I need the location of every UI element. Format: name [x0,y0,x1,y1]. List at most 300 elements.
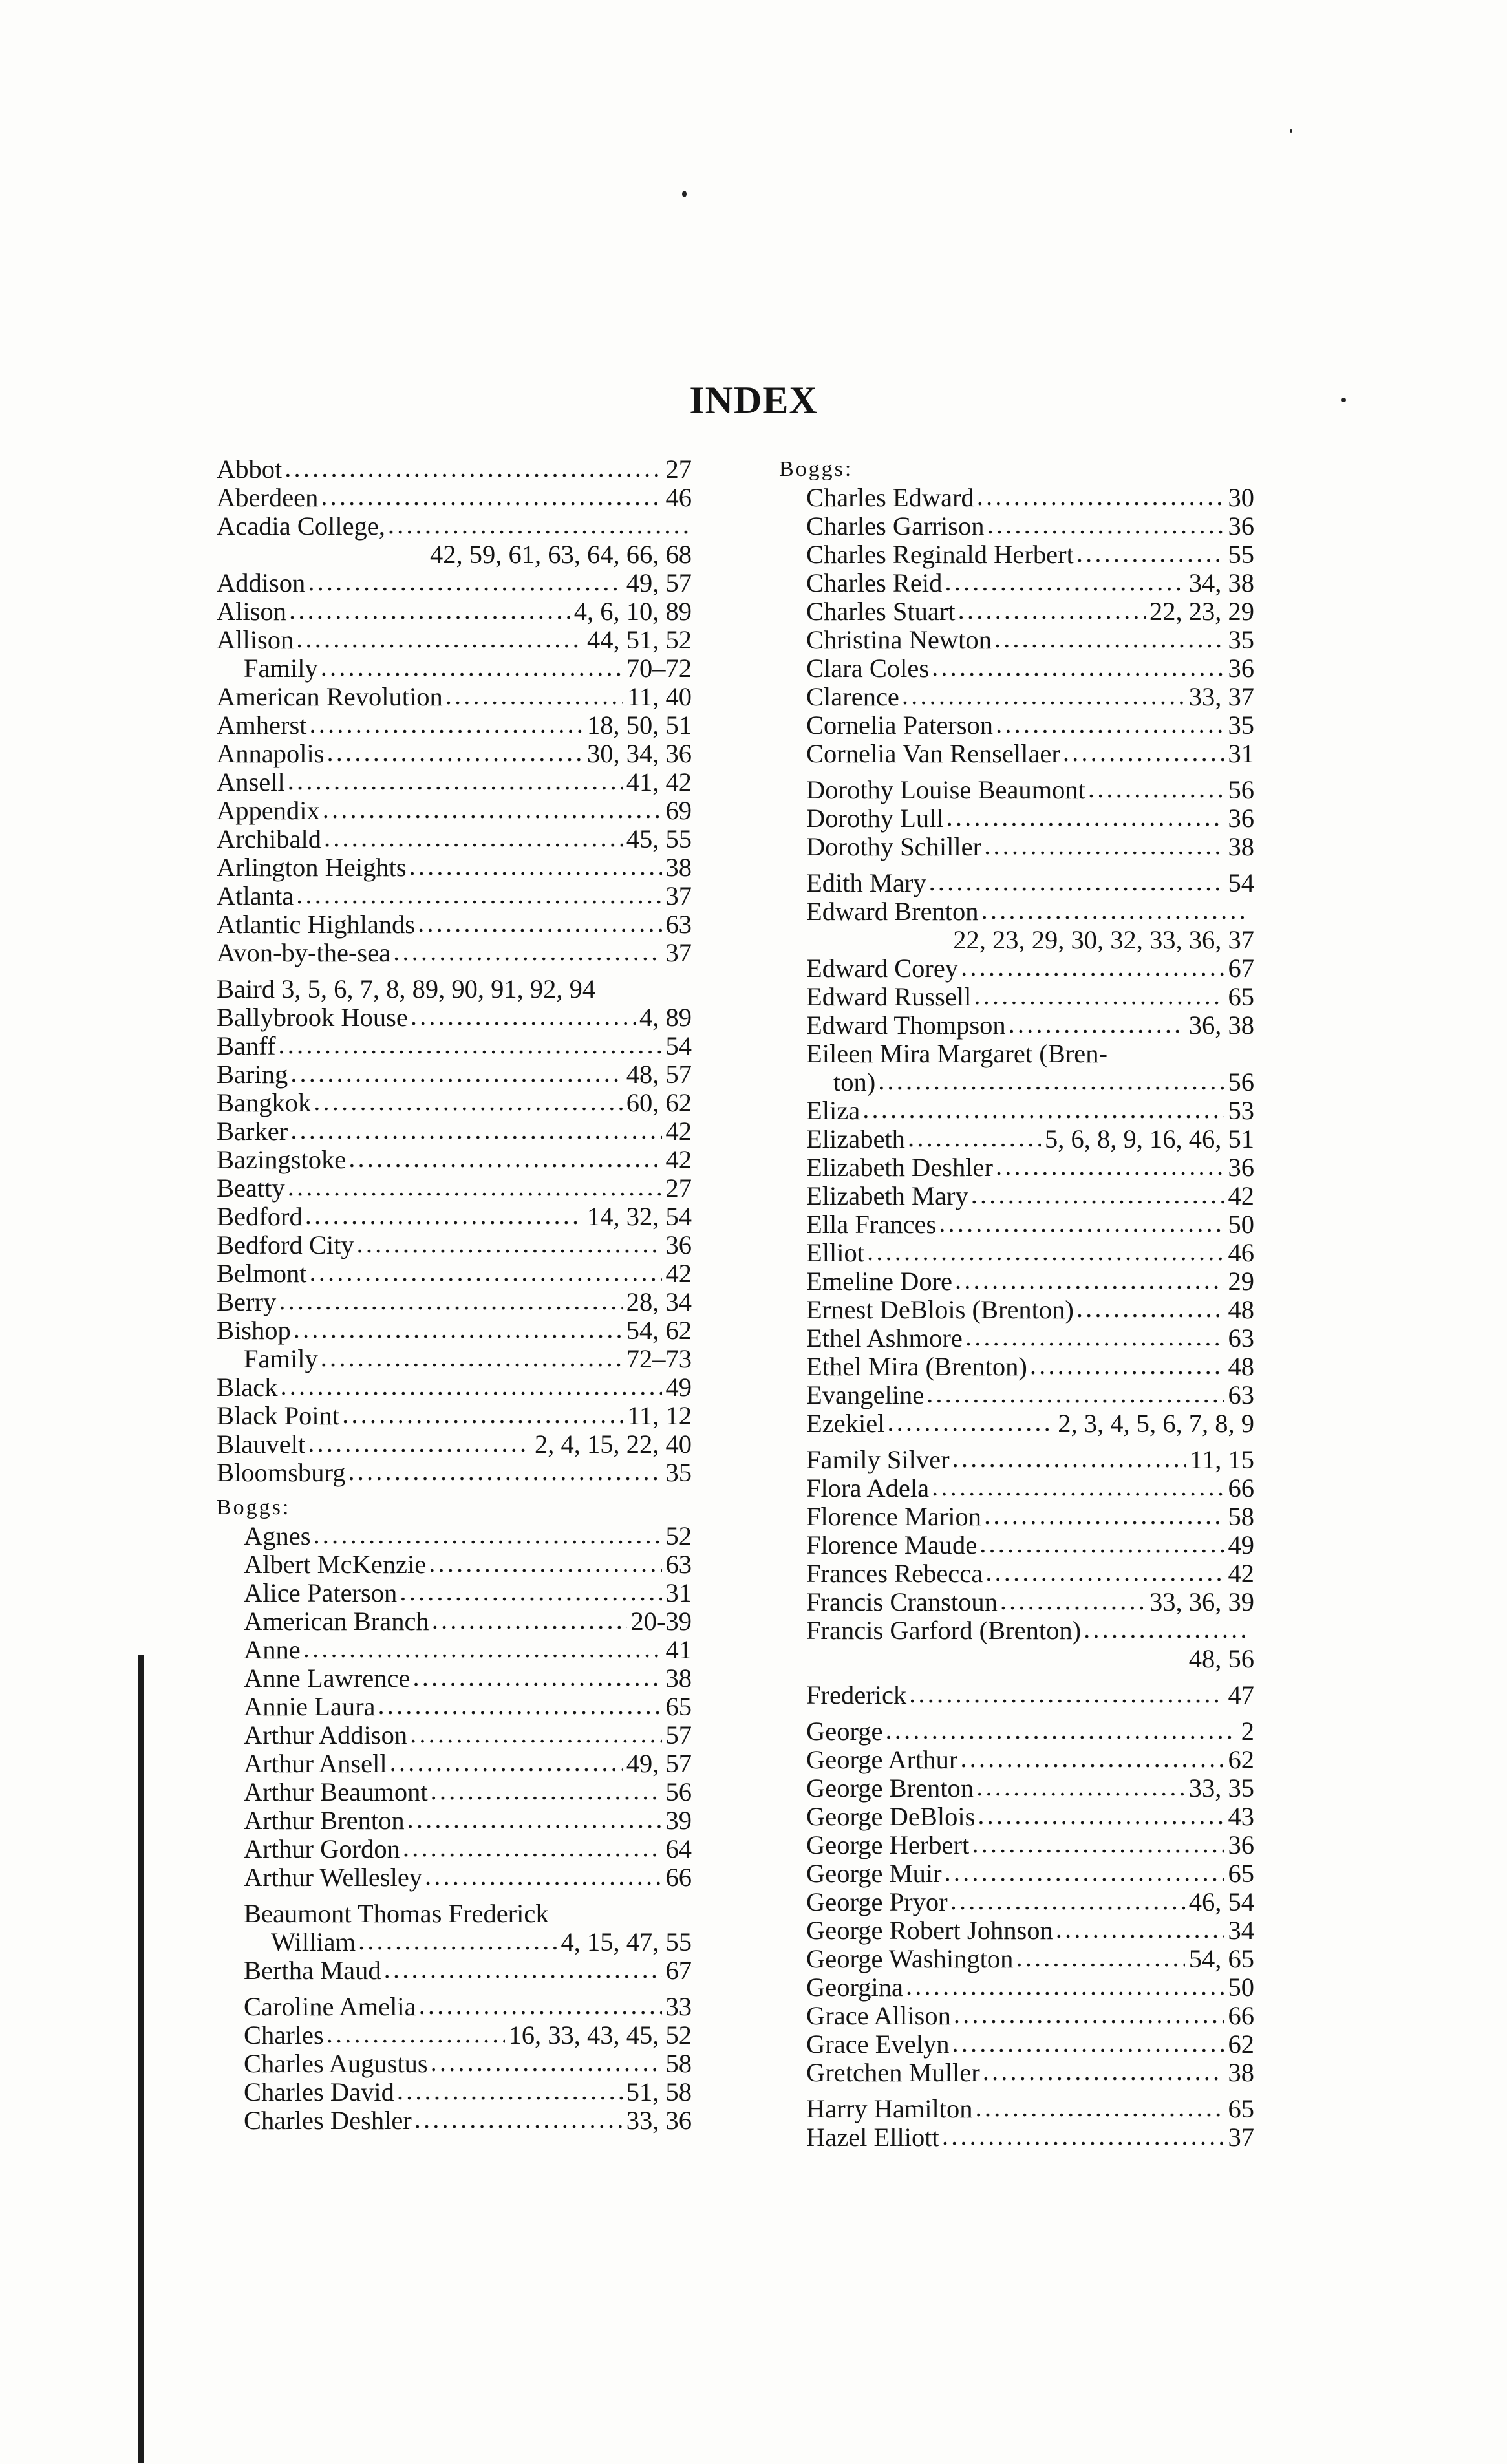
index-entry-term: Arthur Brenton [244,1806,405,1835]
index-entry-term: Charles Reginald Herbert [806,541,1074,569]
index-entry-pages: 66 [1228,2002,1254,2030]
dot-leader [324,825,623,852]
dot-leader [412,1664,661,1691]
index-entry [779,869,1254,897]
index-entry-pages: 11, 40 [627,683,692,711]
index-entry-term: Charles Reid [806,569,943,597]
index-entry-term: Bazingstoke [217,1146,347,1174]
dot-leader [294,1316,623,1344]
index-entry [779,776,1254,804]
index-entry [217,1203,692,1231]
index-entry-pages: 51, 58 [626,2078,692,2106]
index-entry-pages: 37 [1228,2123,1254,2152]
index-entry-pages: 18, 50, 51 [587,711,692,740]
index-entry-term: Charles Augustus [244,2050,428,2078]
index-entry [779,683,1254,711]
index-entry-term: Arthur Addison [244,1721,408,1750]
index-entry-pages: 37 [665,882,692,910]
index-entry-pages: 48 [1228,1296,1254,1324]
index-entry-pages: 46, 54 [1188,1888,1254,1916]
index-entry-pages: 54, 65 [1188,1945,1254,1973]
index-entry-pages: 44, 51, 52 [587,626,692,654]
index-entry-term: Bloomsburg [217,1459,346,1487]
index-entry-pages: 46 [665,484,692,512]
dot-leader [314,1089,623,1116]
index-entry [217,1863,692,1892]
index-entry [217,797,692,825]
dot-leader [279,1288,623,1315]
index-entry [779,626,1254,654]
index-entry-pages: 36 [1228,654,1254,683]
section-heading: Boggs: [217,1495,291,1519]
index-entry [217,1373,692,1402]
index-entry-pages: 20-39 [630,1607,692,1636]
index-entry-pages: 42 [1228,1559,1254,1588]
index-entry-pages: 36 [1228,804,1254,833]
dot-leader [987,512,1224,539]
index-entry-term: Elliot [806,1239,864,1267]
index-entry [779,597,1254,626]
dot-leader [357,1231,662,1258]
dot-leader [1063,740,1224,767]
page-speck [682,191,687,197]
index-entry [217,1928,692,1956]
index-entry-term: Grace Evelyn [806,2030,950,2059]
index-entry-term: Florence Marion [806,1503,982,1531]
page-title: INDEX [689,379,818,422]
index-entry [779,2030,1254,2059]
dot-leader [994,626,1224,653]
dot-leader [296,882,661,909]
dot-leader [327,740,584,767]
index-entry-pages: 39 [665,1806,692,1835]
index-entry [217,1259,692,1288]
index-entry-term: George DeBlois [806,1803,976,1831]
dot-leader [296,626,583,653]
index-entry [217,1835,692,1863]
index-entry [779,1296,1254,1324]
index-entry-term: Ezekiel [806,1409,885,1438]
index-entry [217,1778,692,1806]
index-entry-term: Black Point [217,1402,340,1430]
index-entry-pages: 48 [1228,1353,1254,1381]
index-entry [217,825,692,853]
dot-leader [878,1068,1224,1095]
dot-leader [946,804,1224,831]
index-entry-pages: 27 [665,1174,692,1203]
index-entry-pages: 58 [665,2050,692,2078]
dot-leader [290,1117,661,1144]
index-entry [217,1693,692,1721]
index-entry-term: Baring [217,1060,288,1089]
index-entry-pages: 43 [1228,1803,1254,1831]
index-entry-term: Agnes [244,1522,311,1550]
dot-leader [979,1531,1224,1558]
dot-leader [314,1522,662,1549]
index-entry-term: Beatty [217,1174,285,1203]
dot-leader [929,869,1224,896]
index-entry [217,1522,692,1550]
index-entry-pages: 29 [1228,1267,1254,1296]
index-entry-term: Anne Lawrence [244,1664,411,1693]
index-entry-term: Frances Rebecca [806,1559,983,1588]
index-entry-pages: 38 [1228,2059,1254,2087]
index-entry [217,1956,692,1985]
dot-leader [397,2078,623,2105]
index-entry-pages: 4, 15, 47, 55 [561,1928,692,1956]
index-entry-pages: 36 [665,1231,692,1259]
dot-leader [939,1210,1224,1237]
index-entry-pages: 46 [1228,1239,1254,1267]
index-entry [217,1174,692,1203]
index-entry-term: Family [244,1345,318,1373]
index-entry-term: Dorothy Louise Beaumont [806,776,1085,804]
index-entry-pages: 2, 3, 4, 5, 6, 7, 8, 9 [1058,1409,1254,1438]
index-entry-term: Avon-by-the-sea [217,939,391,967]
index-entry-term: Archibald [217,825,321,853]
index-entry-pages-continued: 48, 56 [1188,1644,1254,1673]
index-entry-pages: 30 [1228,484,1254,512]
dot-leader [902,683,1185,710]
index-entry-term: Family Silver [806,1446,950,1474]
index-entry [217,1003,692,1032]
index-entry [779,1831,1254,1859]
index-entry [779,1774,1254,1803]
index-entry-term: Clarence [806,683,899,711]
dot-leader [431,1778,662,1805]
index-entry-term: Elizabeth Deshler [806,1153,993,1182]
index-entry-term: Edward Brenton [806,897,979,926]
index-entry-term: Emeline Dore [806,1267,953,1296]
index-entry-term: Belmont [217,1259,307,1288]
dot-leader [1076,1296,1224,1323]
index-entry-term: Ethel Ashmore [806,1324,963,1353]
index-entry [217,2050,692,2078]
index-entry-term: Atlantic Highlands [217,910,416,939]
dot-leader [984,1503,1224,1530]
index-entry [217,1607,692,1636]
index-entry-term: Aberdeen [217,484,319,512]
index-entry-pages: 54 [665,1032,692,1060]
dot-leader [985,1559,1224,1587]
index-entry-pages: 35 [1228,626,1254,654]
dot-leader [308,1430,531,1457]
index-entry [217,2078,692,2106]
dot-leader [288,1174,662,1201]
index-entry-pages: 48, 57 [626,1060,692,1089]
index-entry [779,1945,1254,1973]
index-entry [779,1559,1254,1588]
index-entry [217,853,692,882]
index-entry-pages: 4, 6, 10, 89 [573,597,692,626]
index-entry-term: George Arthur [806,1746,958,1774]
index-entry [779,1616,1254,1645]
dot-leader [1056,1916,1224,1944]
index-entry-term: Black [217,1373,278,1402]
index-entry-pages: 42 [665,1259,692,1288]
index-entry-term: Christina Newton [806,626,992,654]
index-entry-pages: 65 [665,1693,692,1721]
dot-leader [983,2059,1224,2086]
index-entry-term: Berry [217,1288,277,1316]
dot-leader [388,512,688,539]
index-entry-pages: 49, 57 [626,569,692,597]
index-entry [217,1288,692,1316]
index-entry-pages: 62 [1228,1746,1254,1774]
index-entry-pages: 67 [1228,954,1254,983]
index-entry-term: Flora Adela [806,1474,930,1503]
index-entry [779,1324,1254,1353]
index-entry-pages: 35 [1228,711,1254,740]
index-entry [779,833,1254,861]
index-entry-pages: 69 [665,797,692,825]
index-entry [217,1636,692,1664]
index-entry-term: Arthur Ansell [244,1750,387,1778]
index-entry [217,910,692,939]
dot-leader [288,768,623,795]
index-entry-pages: 56 [665,1778,692,1806]
index-entry-pages: 42 [665,1117,692,1146]
dot-leader [952,2030,1224,2057]
dot-leader [1030,1353,1224,1380]
dot-leader [974,983,1224,1010]
index-entry-pages: 60, 62 [626,1089,692,1117]
index-entry-pages: 31 [665,1579,692,1607]
index-entry-term: Bedford [217,1203,303,1231]
index-entry-term: Bedford City [217,1231,354,1259]
index-entry-pages: 14, 32, 54 [587,1203,692,1231]
index-entry-term: George Robert Johnson [806,1916,1053,1945]
index-entry-pages: 67 [665,1956,692,1985]
index-column-right [779,455,1254,2152]
index-entry-term: Ansell [217,768,285,797]
index-entry-term: Edward Thompson [806,1011,1006,1040]
index-entry-pages: 47 [1228,1681,1254,1709]
index-entry [217,626,692,654]
section-heading: Boggs: [779,457,853,481]
dot-leader [309,711,583,738]
index-entry-term: Eliza [806,1097,860,1125]
dot-leader [932,1474,1224,1501]
index-entry [779,1182,1254,1210]
index-entry-term: Addison [217,569,306,597]
index-entry-pages: 35 [665,1459,692,1487]
index-entry-pages: 42 [665,1146,692,1174]
index-entry [217,1060,692,1089]
dot-leader [972,1831,1224,1858]
index-entry-pages: 2 [1241,1717,1254,1746]
index-entry [217,484,692,512]
index-entry-pages: 54 [1228,869,1254,897]
index-column-left [217,455,692,2135]
index-entry-pages: 33, 35 [1188,1774,1254,1803]
index-entry-term: Cornelia Van Rensellaer [806,740,1060,768]
index-entry-term: Cornelia Paterson [806,711,994,740]
index-entry-term: George Pryor [806,1888,948,1916]
index-entry-pages: 56 [1228,1068,1254,1097]
index-entry-term: American Revolution [217,683,443,711]
index-entry [779,1503,1254,1531]
index-entry-term: Charles Stuart [806,597,956,626]
index-entry [217,1231,692,1259]
index-entry-term: Blauvelt [217,1430,306,1459]
index-entry [217,2106,692,2135]
index-entry-pages: 50 [1228,1210,1254,1239]
index-entry-term: Barker [217,1117,288,1146]
index-entry-term: Clara Coles [806,654,930,683]
index-entry [779,1068,1254,1097]
dot-leader [996,711,1224,738]
index-entry [217,1345,692,1373]
index-entry-term: Ella Frances [806,1210,937,1239]
dot-leader [321,484,661,511]
index-entry-pages: 57 [665,1721,692,1750]
dot-leader [977,484,1224,511]
index-entry [779,1409,1254,1438]
dot-leader [908,1125,1041,1152]
index-entry [217,1806,692,1835]
index-entry [217,1664,692,1693]
dot-leader [321,1345,623,1372]
dot-leader [284,455,661,482]
index-entry-pages: 36 [1228,512,1254,541]
index-entry-pages: 38 [1228,833,1254,861]
dot-leader [305,1203,583,1230]
dot-leader [976,1774,1185,1801]
index-entry-pages: 36 [1228,1831,1254,1859]
index-entry [217,1459,692,1487]
dot-leader [425,1863,661,1891]
index-entry [217,512,692,541]
dot-leader [278,1032,661,1059]
dot-leader [290,1060,623,1087]
index-entry-pages: 58 [1228,1503,1254,1531]
dot-leader [310,1259,662,1287]
index-entry-term: Francis Cranstoun [806,1588,998,1616]
index-entry-term: Caroline Amelia [244,1993,416,2021]
index-entry [779,1803,1254,1831]
index-entry-term: Amherst [217,711,307,740]
dot-leader [432,1607,627,1634]
index-entry [217,1430,692,1459]
dot-leader [950,1888,1185,1915]
index-entry [217,1032,692,1060]
index-entry-pages: 55 [1228,541,1254,569]
index-entry-term: Dorothy Lull [806,804,944,833]
index-entry [217,1146,692,1174]
dot-leader [321,654,623,681]
dot-leader [996,1153,1224,1181]
index-entry [779,897,1254,926]
index-entry-pages: 65 [1228,983,1254,1011]
index-entry-term: Arthur Beaumont [244,1778,428,1806]
index-entry [779,1267,1254,1296]
index-entry [217,654,692,683]
dot-leader [926,1381,1224,1408]
index-entry-term: Ballybrook House [217,1003,408,1032]
index-entry-term: Arthur Gordon [244,1835,400,1863]
index-entry-pages: 38 [665,1664,692,1693]
index-entry [217,939,692,967]
index-entry-term: Grace Allison [806,2002,951,2030]
index-entry-term: Annie Laura [244,1693,376,1721]
index-entry [217,768,692,797]
index-entry-term: Bertha Maud [244,1956,381,1985]
index-entry-pages: 65 [1228,2095,1254,2123]
index-entry [779,1210,1254,1239]
index-entry [217,1993,692,2021]
dot-leader [308,569,622,596]
dot-leader [978,1803,1224,1830]
dot-leader [1000,1588,1146,1615]
dot-leader [965,1324,1224,1351]
index-entry-pages: 63 [1228,1381,1254,1409]
index-entry [217,740,692,768]
index-entry [779,804,1254,833]
index-entry [217,1550,692,1579]
index-entry [217,2021,692,2050]
index-entry-pages: 41 [665,1636,692,1664]
index-entry-pages: 42 [1228,1182,1254,1210]
index-entry-term: Beaumont Thomas Frederick [244,1900,549,1928]
page-speck [1290,129,1292,133]
index-entry-pages: 33, 37 [1188,683,1254,711]
index-entry-term: Elizabeth [806,1125,905,1153]
index-entry-term: Family [244,654,318,683]
index-entry-pages: 70–72 [626,654,692,683]
index-entry-pages: 56 [1228,776,1254,804]
index-entry [779,654,1254,683]
index-entry [217,1089,692,1117]
index-entry-pages: 4, 89 [639,1003,692,1032]
index-entry [779,484,1254,512]
index-entry [779,1353,1254,1381]
dot-leader [906,1973,1224,2000]
index-entry [779,1446,1254,1474]
index-entry-term: Appendix [217,797,320,825]
dot-leader [410,1721,661,1748]
index-entry-pages: 16, 33, 43, 45, 52 [508,2021,692,2050]
index-entry [779,1097,1254,1125]
dot-leader [954,2002,1224,2029]
index-entry [779,1531,1254,1559]
dot-leader [887,1409,1054,1437]
index-entry-pages: 2, 4, 15, 22, 40 [535,1430,692,1459]
dot-leader [942,2123,1224,2150]
index-entry-pages: 11, 12 [627,1402,692,1430]
index-entry-term: Charles Garrison [806,512,985,541]
index-entry-term: Acadia College, [217,512,385,541]
index-entry-pages: 63 [665,1550,692,1579]
index-entry [217,597,692,626]
dot-leader [358,1928,557,1955]
index-entry [779,1681,1254,1709]
dot-leader [419,1993,662,2020]
index-entry-term: Alison [217,597,287,626]
index-entry-term: Allison [217,626,294,654]
index-entry-pages: 52 [665,1522,692,1550]
dot-leader [407,1806,662,1834]
dot-leader [1088,776,1224,803]
index-entry [217,1402,692,1430]
index-entry-pages-continued: 42, 59, 61, 63, 64, 66, 68 [430,540,692,569]
index-entry-pages: 33, 36, 39 [1149,1588,1254,1616]
index-entry [779,1859,1254,1888]
index-entry-pages: 72–73 [626,1345,692,1373]
index-entry-term: Evangeline [806,1381,925,1409]
index-entry-pages-continued: 22, 23, 29, 30, 32, 33, 36, 37 [953,925,1254,954]
index-entry [779,1717,1254,1746]
